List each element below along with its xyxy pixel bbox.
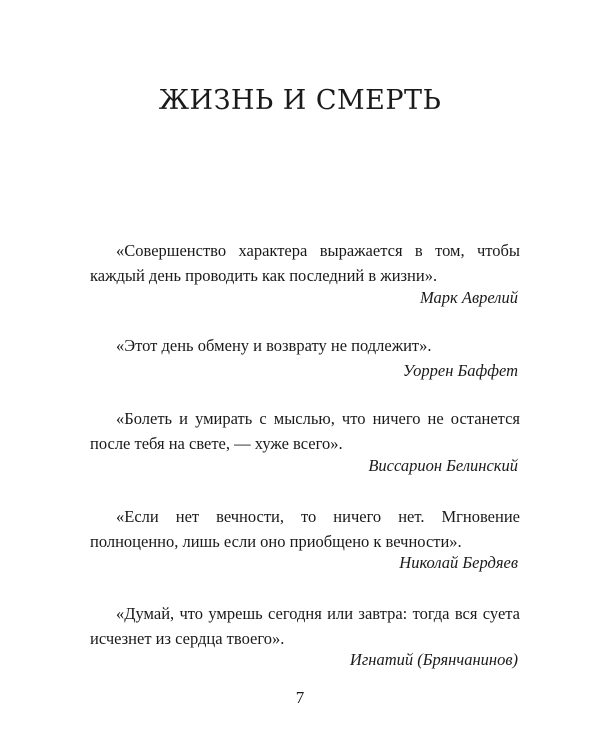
quote-author: Марк Аврелий (420, 288, 518, 307)
quote-text: «Думай, что умрешь сегодня или завтра: тогда вся суета исчезнет из сердца твоего». (90, 604, 520, 648)
quote-author: Николай Бердяев (399, 553, 518, 572)
quote-author: Виссарион Белинский (368, 456, 518, 475)
quote-text: «Болеть и умирать с мыслью, что ничего не останется после тебя на свете, — хуже всего». (90, 409, 520, 453)
quote-author: Игнатий (Брянчанинов) (349, 650, 518, 669)
quote-text: «Если нет вечности, то ничего нет. Мгновение полноценно, лишь если оно приобщено к вечности». (90, 507, 520, 551)
quote-text: «Этот день обмену и возврату не подлежит». (116, 336, 432, 355)
quote-text: «Совершенство характера выражается в том, чтобы каждый день проводить как последний в жизни». (90, 241, 520, 285)
page-number: 7 (295, 688, 305, 707)
chapter-title: ЖИЗНЬ И СМЕРТЬ (158, 85, 442, 116)
quote-author: Уоррен Баффет (402, 361, 518, 380)
